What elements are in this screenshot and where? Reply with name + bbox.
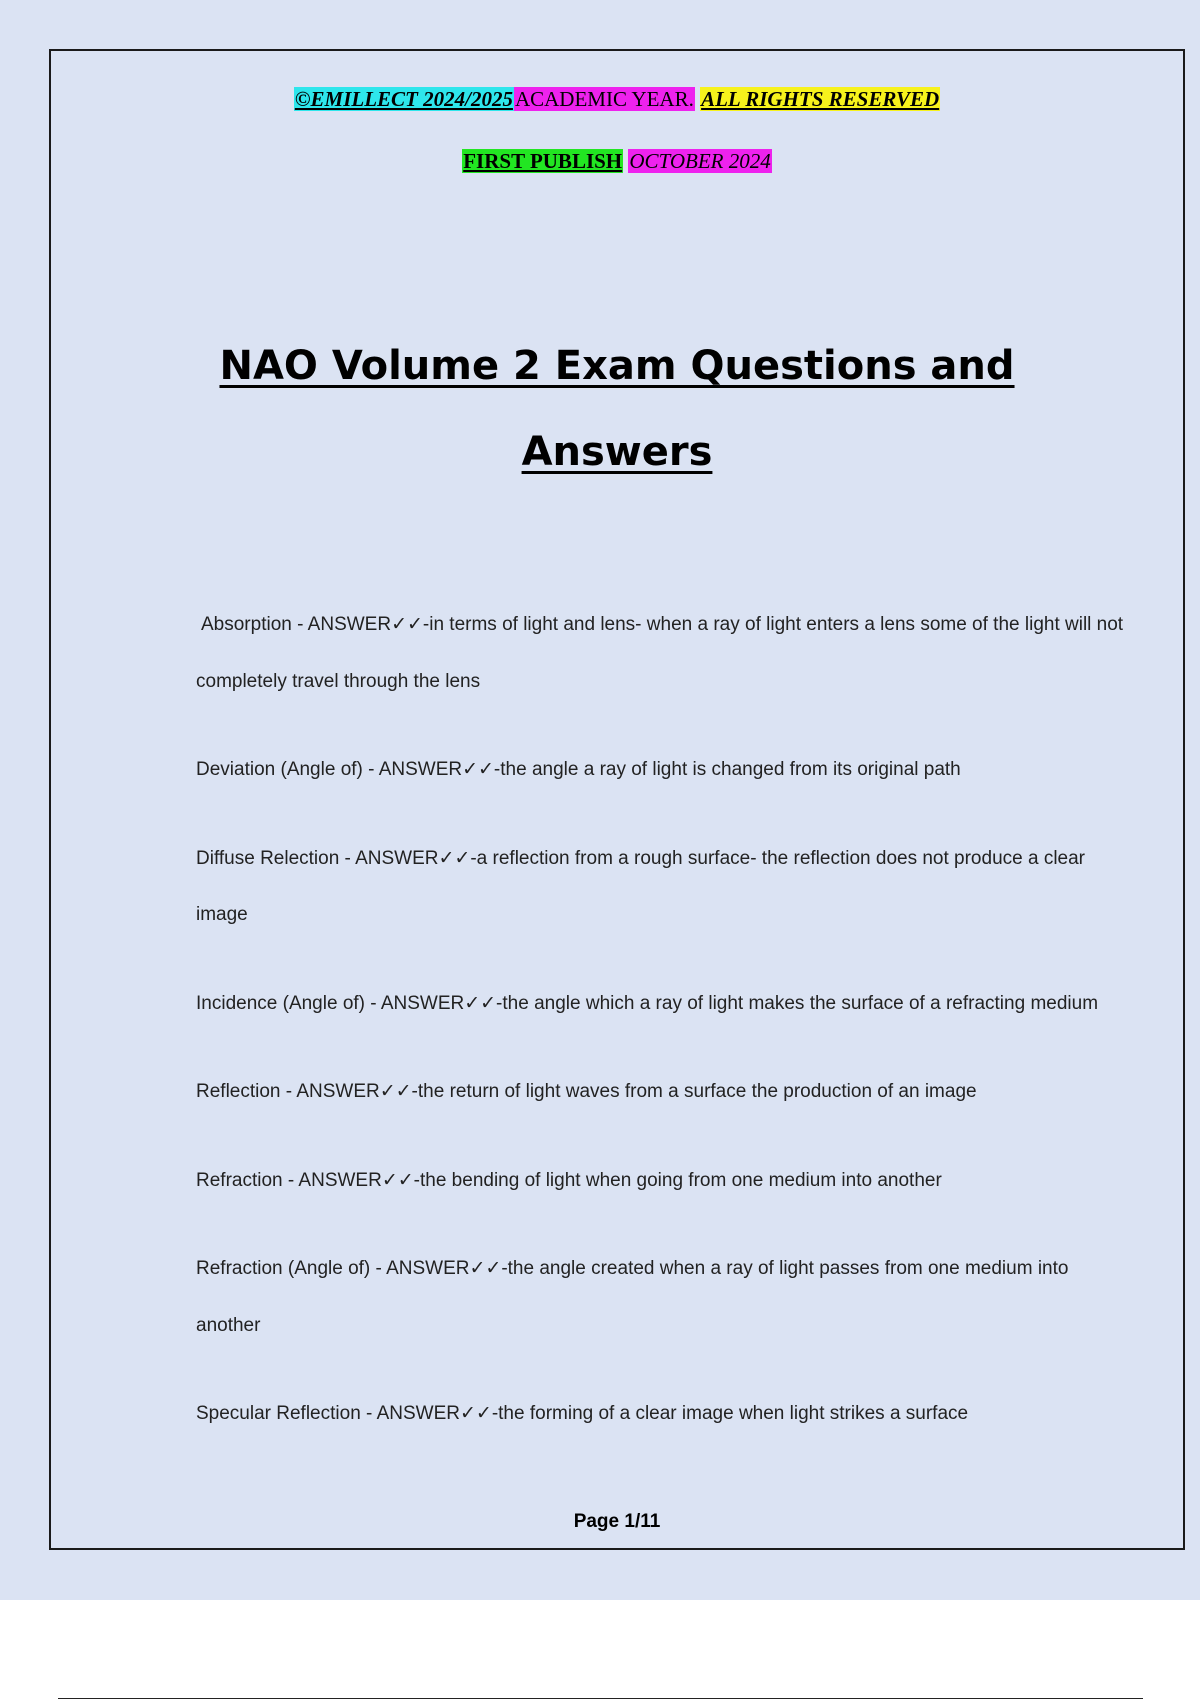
document-title: [51, 323, 1183, 495]
glossary-entry: Specular Reflection - ANSWER✓✓-the forming of a clear image when light strikes a surface: [196, 1403, 969, 1424]
copyright-header: [51, 86, 1183, 112]
publish-date-text: OCTOBER 2024: [629, 149, 771, 173]
next-page-divider: [58, 1698, 1143, 1699]
glossary-entry: Diffuse Relection - ANSWER✓✓-a reflection from a rough surface- the reflection does not produce a clear image: [196, 847, 1086, 925]
title-line-2: Answers: [521, 429, 713, 475]
page-number: Page 1/11: [573, 1511, 661, 1532]
glossary-entry: Refraction (Angle of) - ANSWER✓✓-the angle created when a ray of light passes from one medium into another: [196, 1258, 1069, 1336]
glossary-entry: Deviation (Angle of) - ANSWER✓✓-the angle a ray of light is changed from its original path: [196, 759, 961, 780]
glossary-entry: Refraction - ANSWER✓✓-the bending of light when going from one medium into another: [196, 1169, 942, 1191]
glossary-entry: Reflection - ANSWER✓✓-the return of light waves from a surface the production of an image: [196, 1081, 977, 1102]
glossary-list: [196, 597, 1136, 1475]
glossary-entry: Incidence (Angle of) - ANSWER✓✓-the angle which a ray of light makes the surface of a refracting medium: [196, 992, 1099, 1014]
glossary-entry: Absorption - ANSWER✓✓-in terms of light and lens- when a ray of light enters a lens some of the light will not completely travel through the lens: [196, 614, 1124, 692]
first-publish-text: FIRST PUBLISH: [463, 149, 623, 173]
title-line-1: NAO Volume 2 Exam Questions and: [219, 343, 1015, 389]
page-border: [49, 49, 1185, 1550]
academic-year-text: ACADEMIC YEAR.: [514, 87, 694, 111]
publish-header: [51, 148, 1183, 174]
copyright-text: ©EMILLECT 2024/2025: [294, 87, 513, 111]
rights-text: ALL RIGHTS RESERVED: [701, 87, 940, 111]
